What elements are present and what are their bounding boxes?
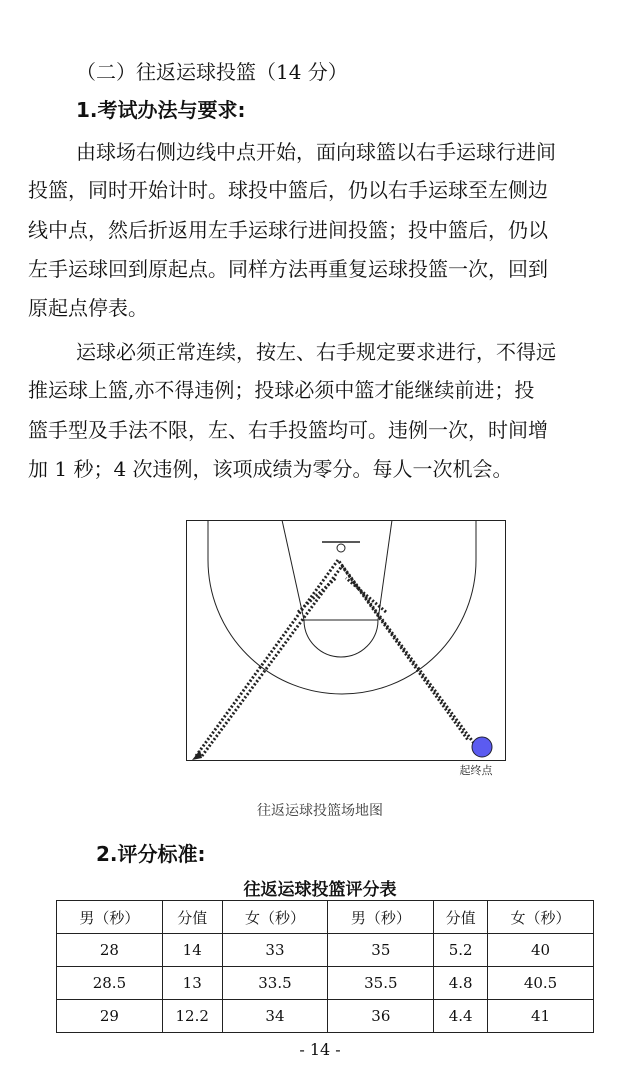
table-cell: 12.2 xyxy=(162,1000,222,1033)
column-header: 女（秒） xyxy=(488,901,594,934)
paragraph-line: 原起点停表。 xyxy=(28,296,148,320)
table-cell: 40.5 xyxy=(488,967,594,1000)
key-right-line xyxy=(378,520,392,620)
paragraph-line: 由球场右侧边线中点开始，面向球篮以右手运球行进间 xyxy=(76,140,556,164)
start-end-label: 起终点 xyxy=(459,764,493,776)
page-number: - 14 - xyxy=(299,1040,341,1059)
court-diagram xyxy=(186,520,506,776)
sub-heading-scoring: 2.评分标准: xyxy=(96,842,206,866)
table-cell: 40 xyxy=(488,934,594,967)
table-cell: 36 xyxy=(328,1000,434,1033)
column-header: 分值 xyxy=(162,901,222,934)
paragraph-line: 左手运球回到原起点。同样方法再重复运球投篮一次，回到 xyxy=(28,257,548,281)
paragraph-line: 运球必须正常连续，按左、右手规定要求进行，不得远 xyxy=(76,340,556,364)
table-header-row xyxy=(57,901,594,934)
table-cell: 29 xyxy=(57,1000,163,1033)
table-row xyxy=(57,934,594,967)
table-cell: 35.5 xyxy=(328,967,434,1000)
basket-hoop xyxy=(337,544,345,552)
table-cell: 28.5 xyxy=(57,967,163,1000)
ball-start-point xyxy=(472,737,492,757)
table-cell: 13 xyxy=(162,967,222,1000)
paragraph-line: 线中点，然后折返用左手运球行进间投篮；投中篮后，仍以 xyxy=(28,218,548,242)
score-table xyxy=(56,900,594,1033)
table-cell: 33 xyxy=(222,934,328,967)
table-cell: 5.2 xyxy=(434,934,488,967)
dribble-path xyxy=(202,566,468,756)
table-cell: 35 xyxy=(328,934,434,967)
sub-heading-method: 1.考试办法与要求: xyxy=(76,98,246,122)
paragraph-line: 投篮，同时开始计时。球投中篮后，仍以右手运球至左侧边 xyxy=(28,178,548,202)
arrow-head xyxy=(192,750,202,760)
column-header: 分值 xyxy=(434,901,488,934)
paragraph-line: 篮手型及手法不限，左、右手投篮均可。违例一次，时间增 xyxy=(28,418,548,442)
paragraph-line: 推运球上篮,亦不得违例；投球必须中篮才能继续前进；投 xyxy=(28,378,535,402)
table-cell: 4.8 xyxy=(434,967,488,1000)
table-cell: 33.5 xyxy=(222,967,328,1000)
key-left-line xyxy=(282,520,304,620)
table-cell: 41 xyxy=(488,1000,594,1033)
column-header: 男（秒） xyxy=(57,901,163,934)
column-header: 女（秒） xyxy=(222,901,328,934)
table-row xyxy=(57,1000,594,1033)
table-cell: 14 xyxy=(162,934,222,967)
table-cell: 34 xyxy=(222,1000,328,1033)
column-header: 男（秒） xyxy=(328,901,434,934)
table-cell: 28 xyxy=(57,934,163,967)
paragraph-line: 加 1 秒；4 次违例，该项成绩为零分。每人一次机会。 xyxy=(28,457,513,481)
diagram-caption: 往返运球投篮场地图 xyxy=(257,803,383,819)
table-title: 往返运球投篮评分表 xyxy=(243,880,397,900)
table-cell: 4.4 xyxy=(434,1000,488,1033)
free-throw-circle xyxy=(304,620,378,657)
section-title: （二）往返运球投篮（14 分） xyxy=(76,60,348,84)
table-row xyxy=(57,967,594,1000)
